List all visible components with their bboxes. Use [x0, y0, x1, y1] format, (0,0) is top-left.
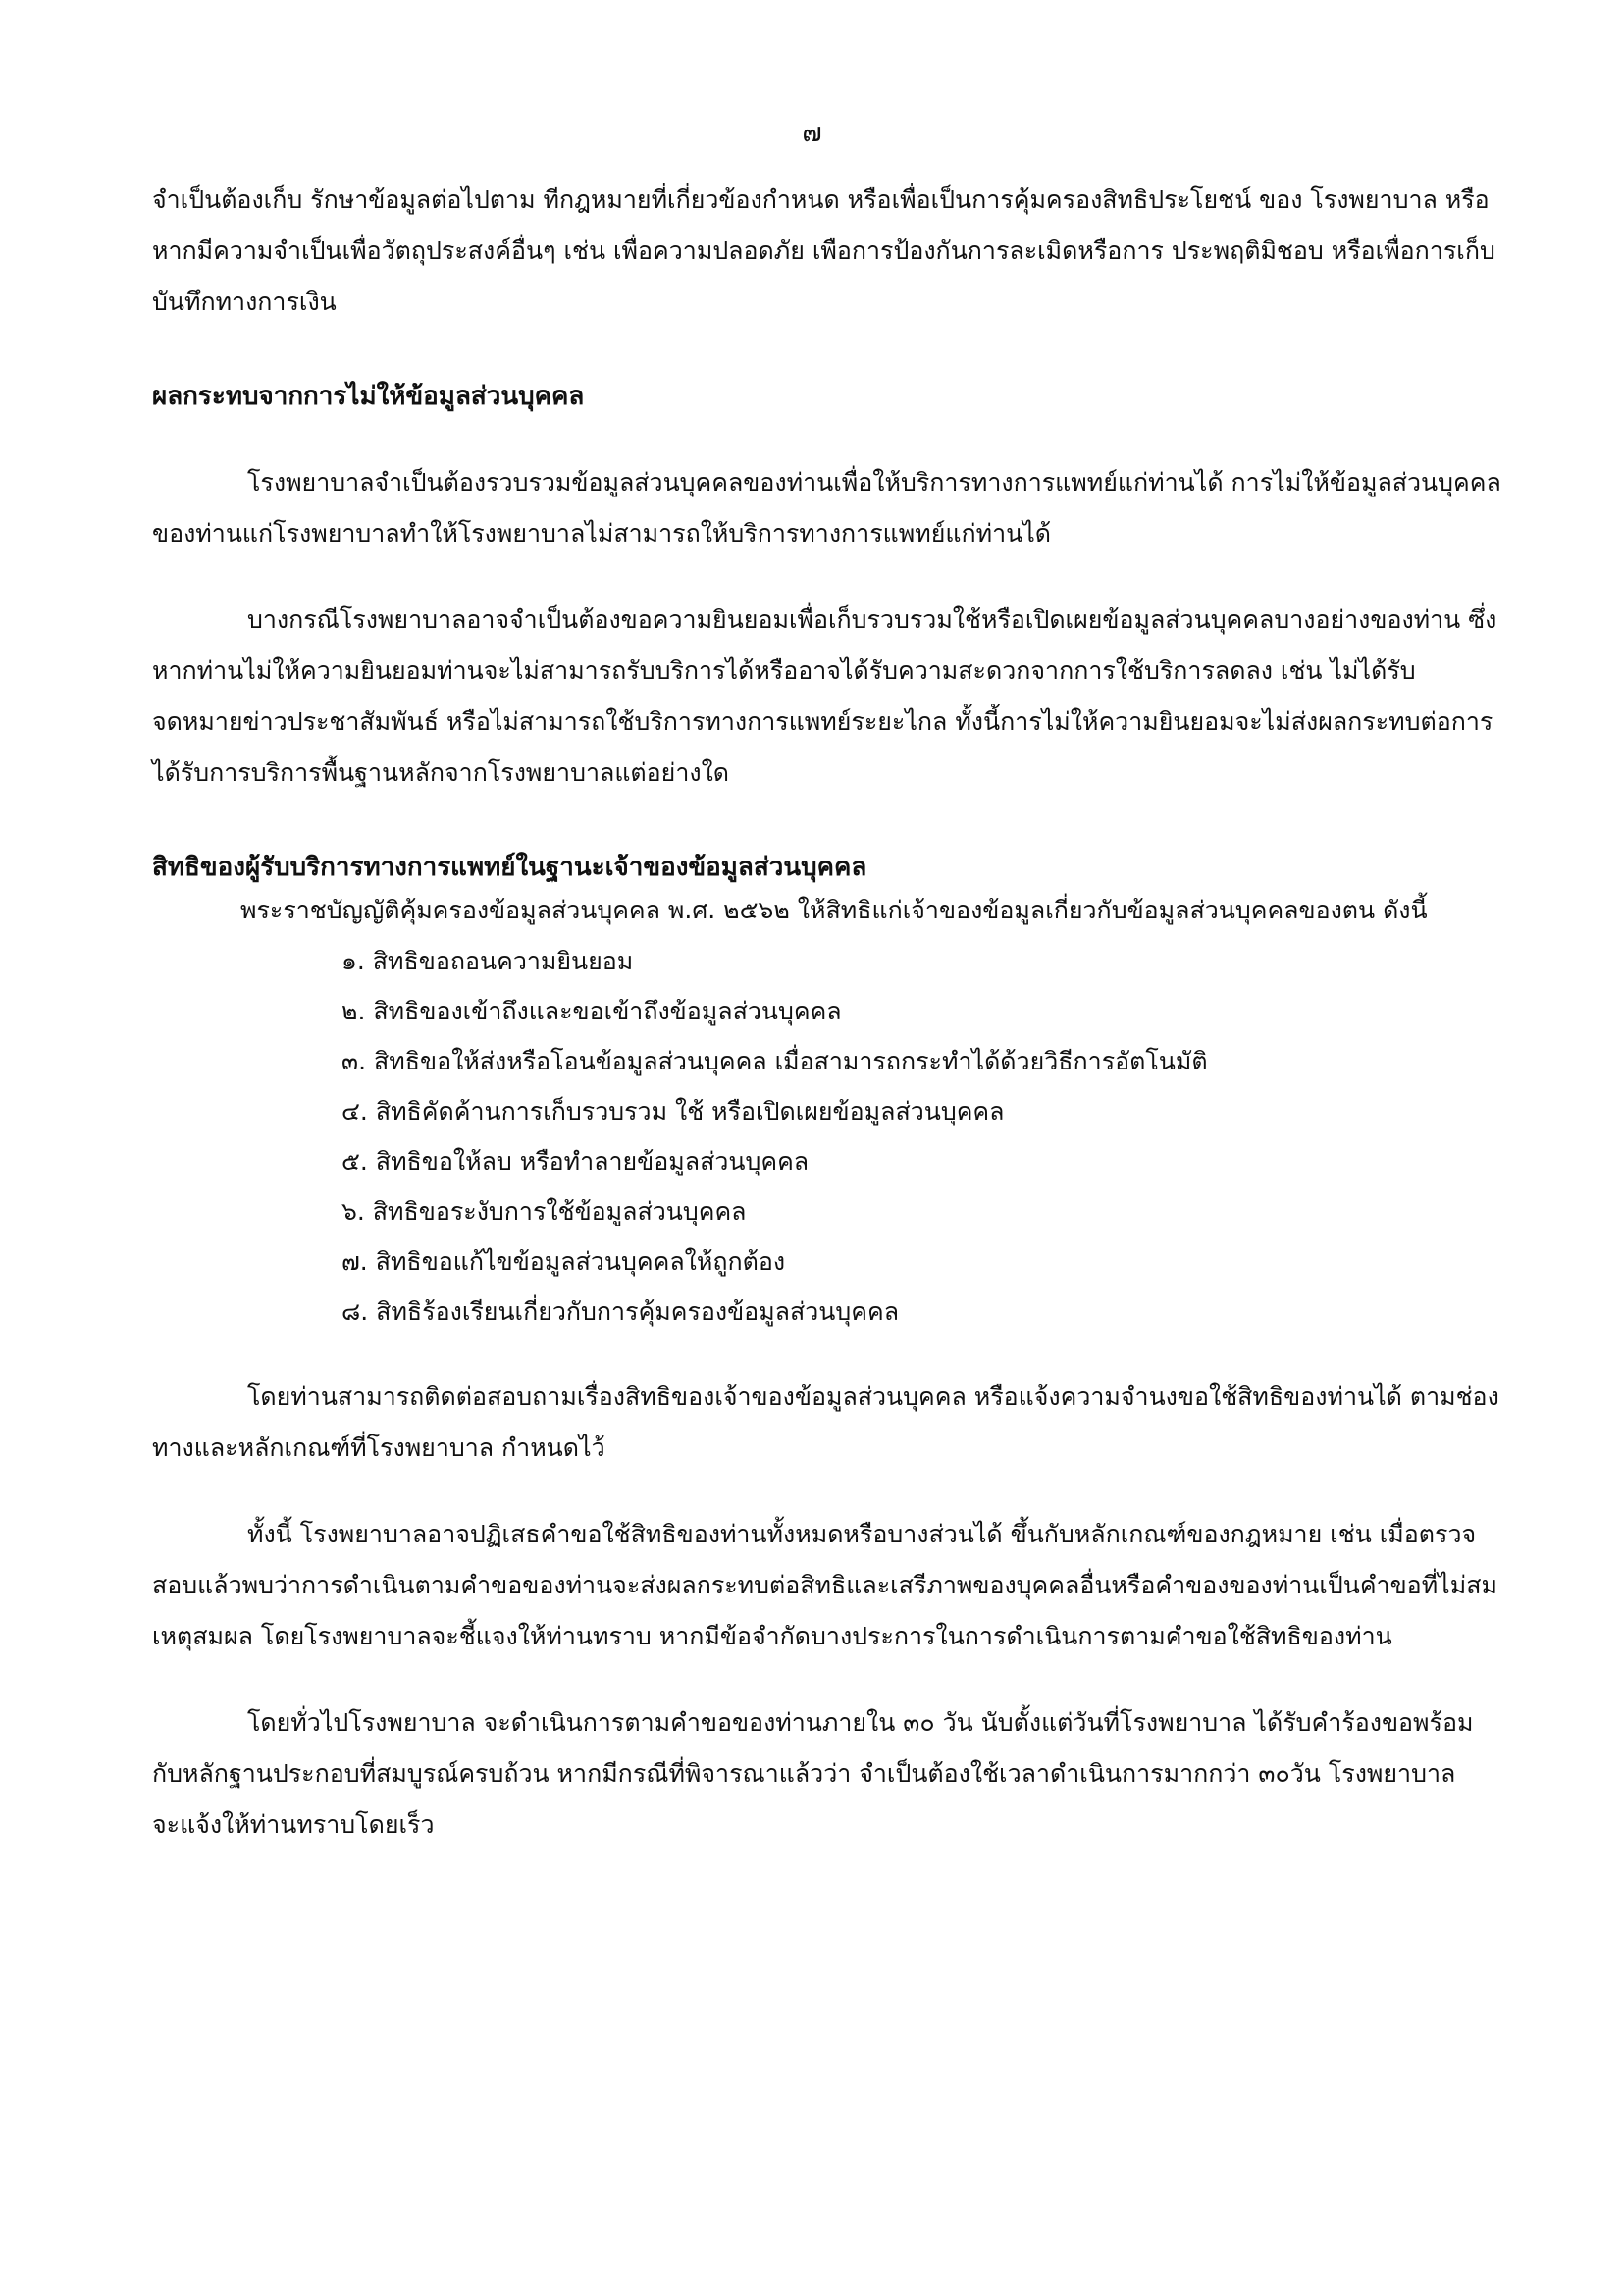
paragraph-impact-2: บางกรณีโรงพยาบาลอาจจำเป็นต้องขอความยินยอมเพื่อเก็บรวบรวมใช้หรือเปิดเผยข้อมูลส่วนบุคคลบางอย่างของท่าน ซึ่งหากท่านไม่ให้ความยินยอมท่านจะไม่สามารถรับบริการได้หรืออาจได้รับความสะดวกจากการใช้บริการลดลง เช่น ไม่ได้รับจดหมายข่าวประชาสัมพันธ์ หรือไม่สามารถใช้บริการทางการแพทย์ระยะไกล ทั้งนี้การไม่ให้ความยินยอมจะไม่ส่งผลกระทบต่อการได้รับการบริการพื้นฐานหลักจากโรงพยาบาลแต่อย่างใด — [152, 605, 1497, 787]
list-item-right-4: ๔. สิทธิคัดค้านการเก็บรวบรวม ใช้ หรือเปิดเผยข้อมูลส่วนบุคคล — [341, 1097, 1005, 1125]
list-item-right-1: ๑. สิทธิขอถอนความยินยอม — [341, 947, 634, 975]
paragraph-contact: โดยท่านสามารถติดต่อสอบถามเรื่องสิทธิของเจ้าของข้อมูลส่วนบุคคล หรือแจ้งความจำนงขอใช้สิทธิของท่านได้ ตามช่องทางและหลักเกณฑ์ที่โรงพยาบาล กำหนดไว้ — [152, 1382, 1499, 1462]
heading-rights: สิทธิของผู้รับบริการทางการแพทย์ในฐานะเจ้าของข้อมูลส่วนบุคคล — [152, 853, 867, 882]
list-item-right-6: ๖. สิทธิขอระงับการใช้ข้อมูลส่วนบุคคล — [341, 1197, 747, 1226]
list-item-right-8: ๘. สิทธิร้องเรียนเกี่ยวกับการคุ้มครองข้อมูลส่วนบุคคล — [341, 1297, 900, 1326]
page-number: ๗ — [802, 118, 822, 148]
heading-impact: ผลกระทบจากการไม่ให้ข้อมูลส่วนบุคคล — [152, 382, 585, 411]
paragraph-rights-intro: พระราชบัญญัติคุ้มครองข้อมูลส่วนบุคคล พ.ศ. ๒๕๖๒ ให้สิทธิแก่เจ้าของข้อมูลเกี่ยวกับข้อมูลส่วนบุคคลของตน ดังนี้ — [240, 896, 1428, 924]
paragraph-continuation: จำเป็นต้องเก็บ รักษาข้อมูลต่อไปตาม ทีกฎหมายที่เกี่ยวข้องกำหนด หรือเพื่อเป็นการคุ้มครองสิทธิประโยชน์ ของ โรงพยาบาล หรือหากมีความจำเป็นเพื่อวัตถุประสงค์อื่นๆ เช่น เพื่อความปลอดภัย เพือการป้องกันการละเมิดหรือการ ประพฤติมิชอบ หรือเพื่อการเก็บบันทึกทางการเงิน — [152, 185, 1495, 316]
paragraph-impact-1: โรงพยาบาลจำเป็นต้องรวบรวมข้อมูลส่วนบุคคลของท่านเพื่อให้บริการทางการแพทย์แก่ท่านได้ การไม่ให้ข้อมูลส่วนบุคคลของท่านแก่โรงพยาบาลทำให้โรงพยาบาลไม่สามารถให้บริการทางการแพทย์แก่ท่านได้ — [152, 468, 1501, 548]
paragraph-refuse: ทั้งนี้ โรงพยาบาลอาจปฏิเสธคำขอใช้สิทธิของท่านทั้งหมดหรือบางส่วนได้ ขึ้นกับหลักเกณฑ์ของกฎหมาย เช่น เมื่อตรวจสอบแล้วพบว่าการดำเนินตามคำขอของท่านจะส่งผลกระทบต่อสิทธิและเสรีภาพของบุคคลอื่นหรือคำของของท่านเป็นคำขอที่ไม่สมเหตุสมผล โดยโรงพยาบาลจะชี้แจงให้ท่านทราบ หากมีข้อจำกัดบางประการในการดำเนินการตามคำขอใช้สิทธิของท่าน — [152, 1520, 1497, 1650]
list-item-right-3: ๓. สิทธิขอให้ส่งหรือโอนข้อมูลส่วนบุคคล เมื่อสามารถกระทำได้ด้วยวิธีการอัตโนมัติ — [341, 1047, 1208, 1075]
rights-list — [152, 936, 1501, 1336]
paragraph-timeline: โดยทั่วไปโรงพยาบาล จะดำเนินการตามคำขอของท่านภายใน ๓๐ วัน นับตั้งแต่วันที่โรงพยาบาล ได้รับคำร้องขอพร้อมกับหลักฐานประกอบที่สมบูรณ์ครบถ้วน หากมีกรณีที่พิจารณาแล้วว่า จำเป็นต้องใช้เวลาดำเนินการมากกว่า ๓๐วัน โรงพยาบาลจะแจ้งให้ท่านทราบโดยเร็ว — [152, 1708, 1474, 1839]
list-item-right-7: ๗. สิทธิขอแก้ไขข้อมูลส่วนบุคคลให้ถูกต้อง — [341, 1247, 786, 1276]
document-body — [152, 175, 1501, 1851]
list-item-right-5: ๕. สิทธิขอให้ลบ หรือทำลายข้อมูลส่วนบุคคล — [341, 1147, 810, 1175]
list-item-right-2: ๒. สิทธิของเข้าถึงและขอเข้าถึงข้อมูลส่วนบุคคล — [341, 997, 842, 1025]
